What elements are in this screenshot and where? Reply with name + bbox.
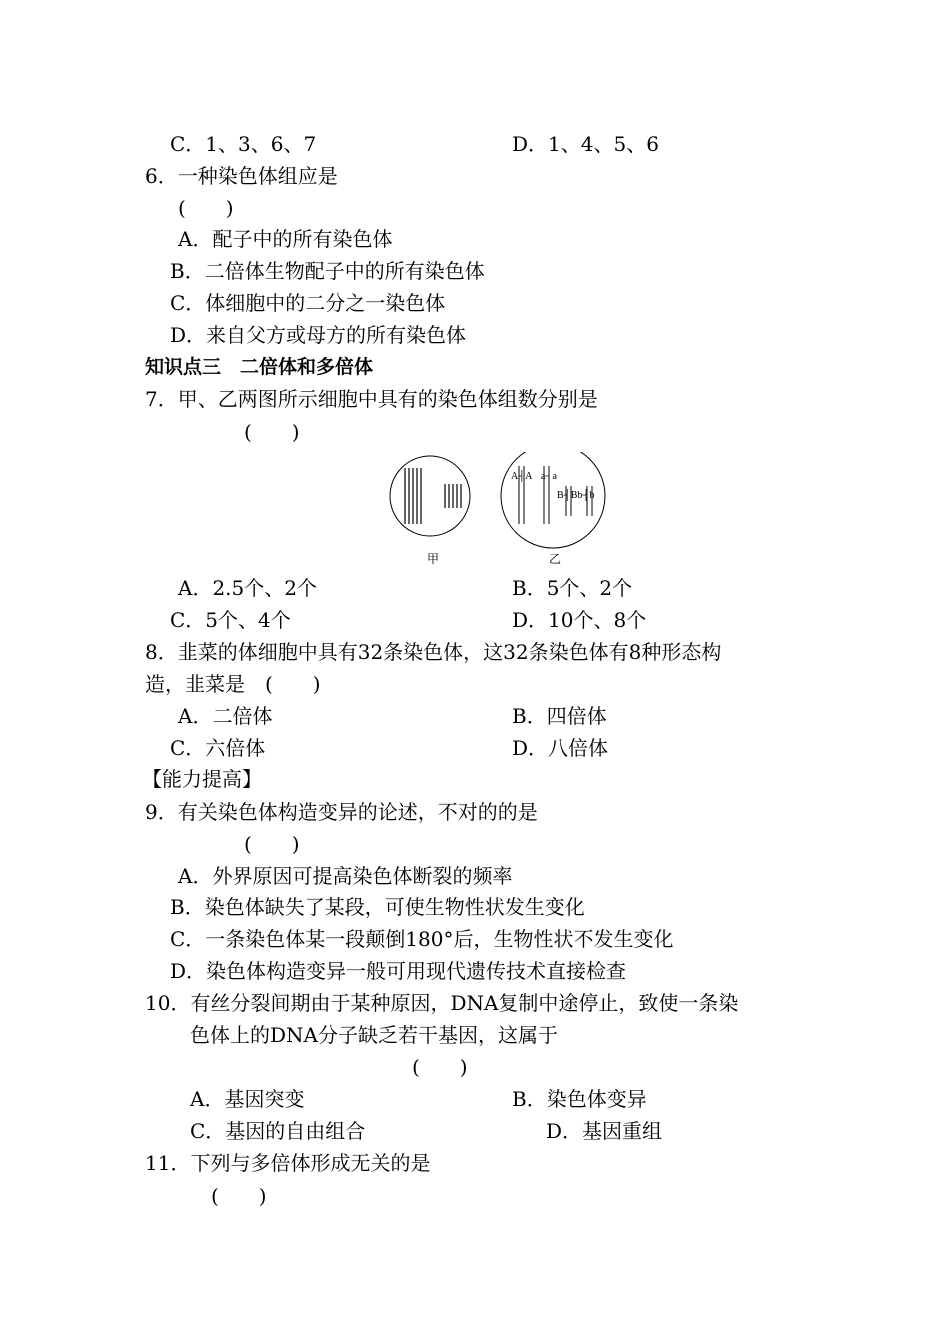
gene-label-top-left: A┤A [511,471,533,482]
q7-option-c: C．5个、4个 [170,608,291,632]
q9-option-c: C．一条染色体某一段颠倒180°后，生物性状不发生变化 [170,927,674,951]
cell-jia-outline [390,456,470,536]
q11-stem: 11．下列与多倍体形成无关的是 [145,1151,431,1175]
q8-option-d: D．八倍体 [512,736,609,760]
q7-option-a: A．2.5个、2个 [178,576,317,600]
q8-stem-line1: 8．韭菜的体细胞中具有32条染色体，这32条染色体有8种形态构 [145,640,722,664]
figure-label-yi: 乙 [549,552,562,566]
q9-option-b: B．染色体缺失了某段，可使生物性状发生变化 [170,895,585,919]
gene-label-bottom: B┤Bb┤b [557,490,595,501]
q6-stem: 6．一种染色体组应是 [145,164,338,188]
chromosome-diagram [385,452,615,572]
q7-option-b: B．5个、2个 [512,576,633,600]
q6-answer-blank: ( ) [178,196,234,220]
cell-jia-chromosomes [405,468,461,524]
q6-option-b: B．二倍体生物配子中的所有染色体 [170,259,485,283]
figure-label-jia: 甲 [427,552,440,566]
q6-option-d: D．来自父方或母方的所有染色体 [170,323,467,347]
q10-option-a: A．基因突变 [190,1087,305,1111]
q8-stem-line2: 造，韭菜是 ( ) [145,672,321,696]
q6-option-c: C．体细胞中的二分之一染色体 [170,291,446,315]
section-heading-ability: 【能力提高】 [142,767,262,791]
q10-option-d: D．基因重组 [546,1119,663,1143]
q8-option-a: A．二倍体 [178,704,273,728]
q9-stem: 9．有关染色体构造变异的论述，不对的的是 [145,800,538,824]
q7-option-d: D．10个、8个 [512,608,647,632]
section-heading-knowledge-point-3: 知识点三 二倍体和多倍体 [145,356,374,378]
q7-answer-blank: ( ) [244,420,300,444]
gene-label-top-mid: a┤a [541,471,557,482]
q9-option-d: D．染色体构造变异一般可用现代遗传技术直接检查 [170,959,627,983]
q7-chromosome-figure [385,452,615,572]
q10-option-c: C．基因的自由组合 [190,1119,366,1143]
q8-option-c: C．六倍体 [170,736,266,760]
q9-answer-blank: ( ) [244,832,300,856]
q10-answer-blank: ( ) [412,1055,468,1079]
q10-stem-line2: 色体上的DNA分子缺乏若干基因，这属于 [190,1023,558,1047]
q5-option-c: C．1、3、6、7 [170,132,317,156]
q9-option-a: A．外界原因可提高染色体断裂的频率 [178,864,513,888]
q8-option-b: B．四倍体 [512,704,607,728]
q10-stem-line1: 10．有丝分裂间期由于某种原因，DNA复制中途停止，致使一条染 [145,991,739,1015]
q10-option-b: B．染色体变异 [512,1087,647,1111]
q7-stem: 7．甲、乙两图所示细胞中具有的染色体组数分别是 [145,387,598,411]
q11-answer-blank: ( ) [211,1184,267,1208]
q5-option-d: D．1、4、5、6 [512,132,659,156]
q6-option-a: A．配子中的所有染色体 [178,227,393,251]
